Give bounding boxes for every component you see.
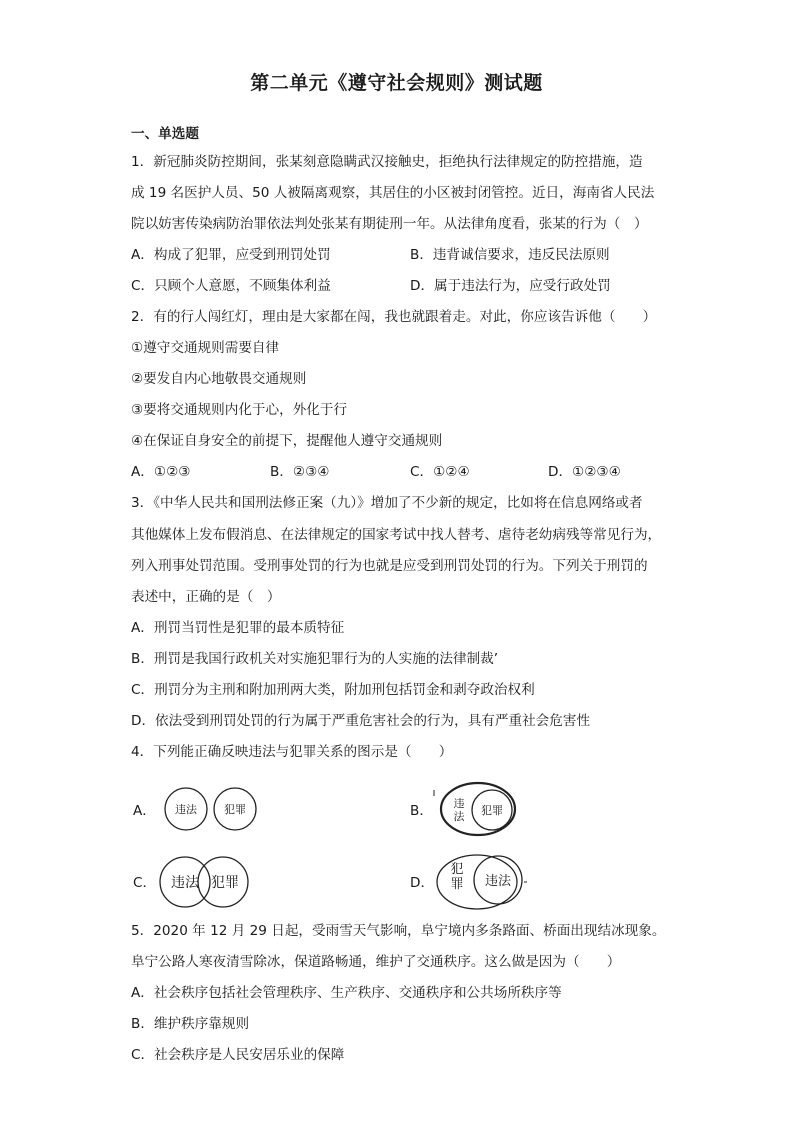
q1-option-d: D．属于违法行为，应受行政处罚: [410, 278, 611, 294]
fan-label: 犯: [450, 862, 464, 877]
q2-item-1: ①遵守交通规则需要自律: [131, 340, 280, 356]
q4-diagram-c: [155, 853, 255, 911]
q5-stem-line-1: 5．2020 年 12 月 29 日起，受雨雪天气影响，阜宁境内多条路面、桥面出现结冰现象。: [131, 923, 666, 939]
q4-diagram-b: [430, 778, 525, 840]
q3-stem-line-3: 列入刑事处罚范围。受刑事处罚的行为也就是应受到刑罚处罚的行为。下列关于刑罚的: [131, 558, 648, 574]
q3-option-d: D．依法受到刑罚处罚的行为属于严重危害社会的行为，具有严重社会危害性: [131, 713, 591, 729]
q3-option-c: C．刑罚分为主刑和附加刑两大类，附加刑包括罚金和剥夺政治权利: [131, 682, 535, 698]
q2-option-c: C．①②④: [410, 464, 470, 480]
q2-option-b: B．②③④: [270, 464, 330, 480]
q3-stem-line-4: 表述中，正确的是（ ）: [131, 589, 281, 605]
q4-diagram-a: [160, 785, 275, 835]
q1-stem-line-2: 成 19 名医护人员、50 人被隔离观察，其居住的小区被封闭管控。近日，海南省人民法: [131, 185, 655, 201]
q5-option-b: B．维护秩序靠规则: [131, 1016, 250, 1032]
q1-option-b: B．违背诚信要求，违反民法原则: [410, 247, 610, 263]
q2-option-a: A．①②③: [131, 464, 191, 480]
fanzui-label: 犯罪: [224, 803, 246, 816]
q2-item-3: ③要将交通规则内化于心，外化于行: [131, 402, 348, 418]
q4-option-b-letter: B．: [410, 803, 433, 819]
q4-stem: 4．下列能正确反映违法与犯罪关系的图示是（ ）: [131, 744, 453, 760]
q3-stem-line-1: 3．《中华人民共和国刑法修正案（九）》增加了不少新的规定，比如将在信息网络或者: [131, 495, 643, 511]
fanzui-label: 犯罪: [481, 804, 503, 817]
weifa-ellipse: [441, 783, 515, 835]
q1-stem-line-1: 1．新冠肺炎防控期间，张某刻意隐瞒武汉接触史，拒绝执行法律规定的防控措施，造: [131, 154, 643, 170]
q2-option-d: D．①②③④: [548, 464, 621, 480]
q3-option-b: B．刑罚是我国行政机关对实施犯罪行为的人实施的法律制裁’: [131, 651, 499, 667]
page-title: 第二单元《遵守社会规则》测试题: [250, 72, 543, 94]
q5-stem-line-2: 阜宁公路人寒夜清雪除冰，保道路畅通，维护了交通秩序。这么做是因为（ ）: [131, 954, 621, 970]
fanzui-label: 犯罪: [211, 875, 239, 891]
q2-item-4: ④在保证自身安全的前提下，提醒他人遵守交通规则: [131, 433, 443, 449]
weifa-label: 违法: [484, 874, 512, 889]
section-heading: 一、单选题: [131, 126, 199, 142]
zui-label: 罪: [450, 877, 464, 892]
weifa-label: 违法: [171, 875, 199, 891]
fa-label: 法: [453, 810, 465, 823]
q1-stem-line-3: 院以妨害传染病防治罪依法判处张某有期徒刑一年。从法律角度看，张某的行为（ ）: [131, 216, 648, 232]
q1-option-a: A．构成了犯罪，应受到刑罚处罚: [131, 247, 331, 263]
q4-option-d-letter: D．: [410, 875, 435, 891]
q3-option-a: A．刑罚当罚性是犯罪的最本质特征: [131, 620, 345, 636]
q3-stem-line-2: 其他媒体上发布假消息、在法律规定的国家考试中找人替考、虐待老幼病残等常见行为，: [131, 527, 662, 543]
q5-option-c: C．社会秩序是人民安居乐业的保障: [131, 1047, 345, 1063]
q1-option-c: C．只顾个人意愿，不顾集体利益: [131, 278, 331, 294]
q5-option-a: A．社会秩序包括社会管理秩序、生产秩序、交通秩序和公共场所秩序等: [131, 985, 562, 1001]
q2-stem: 2．有的行人闯红灯，理由是大家都在闯，我也就跟着走。对此，你应该告诉他（ ）: [131, 309, 657, 325]
q4-diagram-d: [432, 852, 532, 912]
wei-label: 违: [453, 797, 465, 810]
q4-option-a-letter: A．: [133, 803, 156, 819]
weifa-label: 违法: [175, 803, 197, 816]
q2-item-2: ②要发自内心地敬畏交通规则: [131, 371, 307, 387]
q4-option-c-letter: C．: [133, 875, 157, 891]
